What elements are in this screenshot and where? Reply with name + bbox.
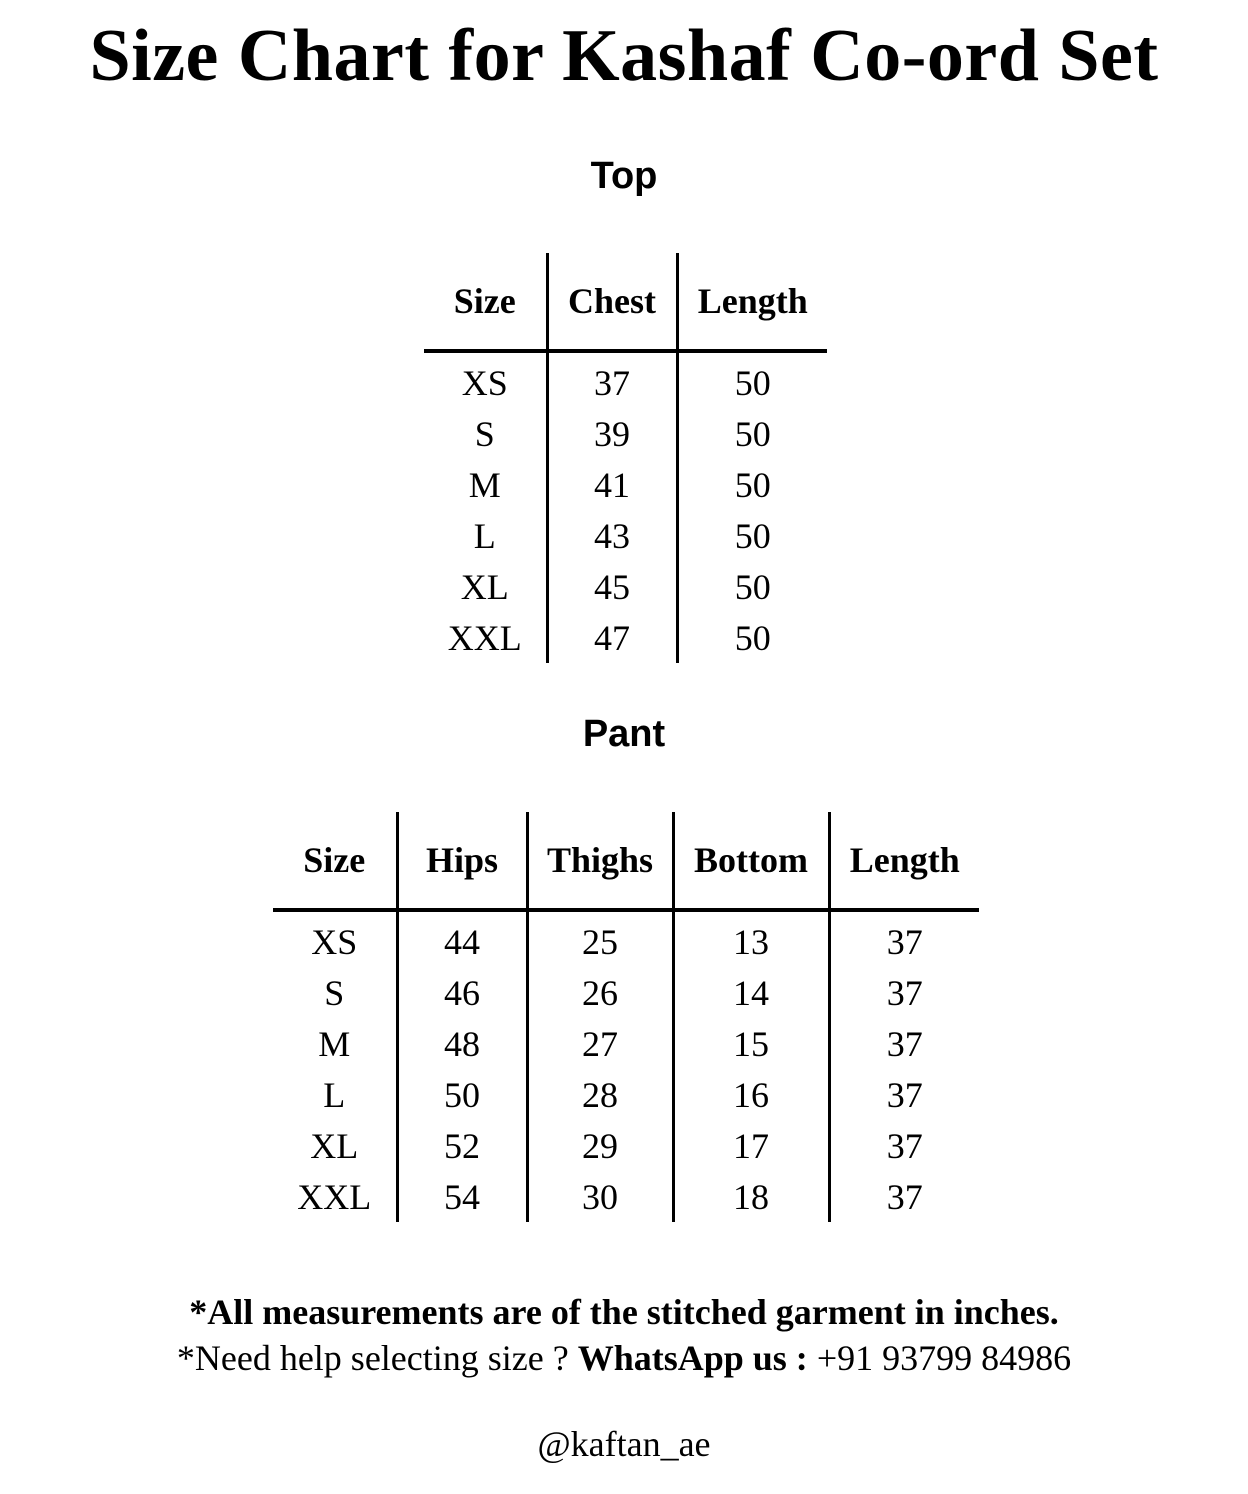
size-cell: XL bbox=[460, 566, 509, 607]
size-cell: XXL bbox=[447, 617, 522, 658]
table-row bbox=[424, 408, 827, 459]
table-row bbox=[424, 351, 827, 408]
thighs-cell: 29 bbox=[527, 1120, 673, 1171]
table-row bbox=[273, 1120, 979, 1171]
length-cell: 50 bbox=[677, 408, 827, 459]
pant-header-thighs: Thighs bbox=[527, 812, 673, 910]
hips-cell: 48 bbox=[397, 1018, 527, 1069]
top-header-row bbox=[424, 253, 827, 351]
length-cell: 50 bbox=[677, 561, 827, 612]
length-cell: 37 bbox=[829, 1069, 979, 1120]
size-cell: M bbox=[468, 464, 501, 505]
chest-cell: 41 bbox=[547, 459, 677, 510]
hips-cell: 54 bbox=[397, 1171, 527, 1222]
length-cell: 37 bbox=[829, 967, 979, 1018]
table-row bbox=[424, 612, 827, 663]
table-row bbox=[273, 1018, 979, 1069]
help-note-prefix: *Need help selecting size ? bbox=[176, 1338, 578, 1378]
size-cell: XXL bbox=[297, 1176, 372, 1217]
thighs-cell: 30 bbox=[527, 1171, 673, 1222]
social-handle: @kaftan_ae bbox=[537, 1424, 711, 1464]
hips-cell: 44 bbox=[397, 910, 527, 967]
whatsapp-label: WhatsApp us : bbox=[577, 1338, 817, 1378]
table-row bbox=[273, 910, 979, 967]
table-row bbox=[424, 510, 827, 561]
pant-header-row bbox=[273, 812, 979, 910]
chest-cell: 39 bbox=[547, 408, 677, 459]
length-cell: 37 bbox=[829, 1018, 979, 1069]
thighs-cell: 26 bbox=[527, 967, 673, 1018]
table-row bbox=[424, 561, 827, 612]
size-cell: S bbox=[474, 413, 495, 454]
size-cell: XS bbox=[461, 362, 508, 403]
length-cell: 50 bbox=[677, 510, 827, 561]
size-cell: XS bbox=[311, 921, 358, 962]
pant-size-table bbox=[273, 812, 979, 1222]
length-cell: 50 bbox=[677, 351, 827, 408]
pant-header-hips: Hips bbox=[397, 812, 527, 910]
whatsapp-phone-number: +91 93799 84986 bbox=[816, 1338, 1072, 1378]
hips-cell: 52 bbox=[397, 1120, 527, 1171]
size-cell: M bbox=[318, 1023, 351, 1064]
chest-cell: 43 bbox=[547, 510, 677, 561]
top-header-chest: Chest bbox=[547, 253, 677, 351]
table-row bbox=[273, 967, 979, 1018]
size-cell: XL bbox=[310, 1125, 359, 1166]
top-header-length: Length bbox=[677, 253, 827, 351]
top-header-size: Size bbox=[424, 253, 547, 351]
hips-cell: 46 bbox=[397, 967, 527, 1018]
chest-cell: 45 bbox=[547, 561, 677, 612]
bottom-cell: 18 bbox=[673, 1171, 829, 1222]
chest-cell: 47 bbox=[547, 612, 677, 663]
length-cell: 50 bbox=[677, 612, 827, 663]
pant-header-size: Size bbox=[273, 812, 397, 910]
thighs-cell: 27 bbox=[527, 1018, 673, 1069]
page-title: Size Chart for Kashaf Co-ord Set bbox=[89, 15, 1159, 97]
thighs-cell: 28 bbox=[527, 1069, 673, 1120]
size-cell: S bbox=[324, 972, 345, 1013]
pant-header-length: Length bbox=[829, 812, 979, 910]
bottom-cell: 13 bbox=[673, 910, 829, 967]
top-size-table bbox=[424, 253, 827, 663]
size-cell: L bbox=[473, 515, 496, 556]
table-row bbox=[273, 1069, 979, 1120]
measurement-note: *All measurements are of the stitched garment in inches. bbox=[189, 1292, 1059, 1332]
bottom-cell: 17 bbox=[673, 1120, 829, 1171]
top-section-heading: Top bbox=[590, 155, 658, 197]
length-cell: 37 bbox=[829, 1171, 979, 1222]
help-note bbox=[0, 1336, 1248, 1380]
length-cell: 50 bbox=[677, 459, 827, 510]
length-cell: 37 bbox=[829, 910, 979, 967]
length-cell: 37 bbox=[829, 1120, 979, 1171]
table-row bbox=[424, 459, 827, 510]
pant-header-bottom: Bottom bbox=[673, 812, 829, 910]
bottom-cell: 15 bbox=[673, 1018, 829, 1069]
thighs-cell: 25 bbox=[527, 910, 673, 967]
pant-section-heading: Pant bbox=[582, 713, 666, 755]
bottom-cell: 14 bbox=[673, 967, 829, 1018]
table-row bbox=[273, 1171, 979, 1222]
hips-cell: 50 bbox=[397, 1069, 527, 1120]
bottom-cell: 16 bbox=[673, 1069, 829, 1120]
size-cell: L bbox=[323, 1074, 346, 1115]
chest-cell: 37 bbox=[547, 351, 677, 408]
